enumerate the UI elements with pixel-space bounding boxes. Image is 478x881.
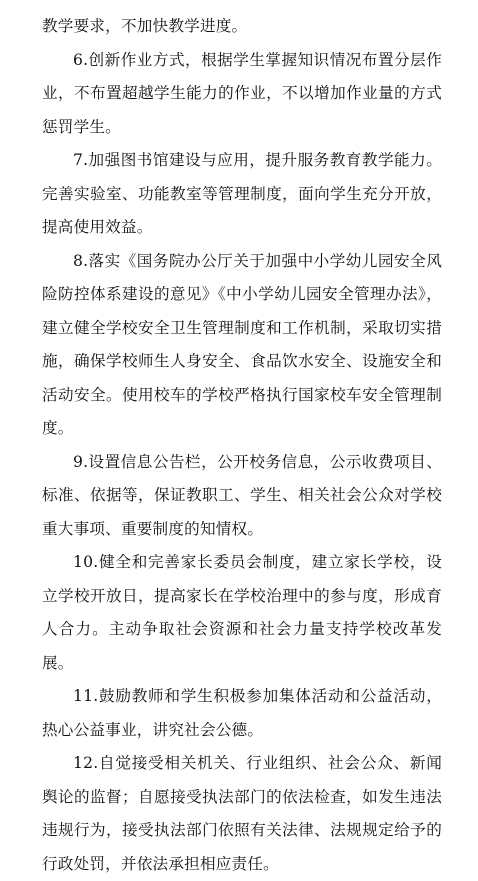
paragraph-item-10: 10.健全和完善家长委员会制度，建立家长学校，设立学校开放日，提高家长在学校治理中的参与度，形成育人合力。主动争取社会资源和社会力量支持学校改革发展。 xyxy=(42,553,442,672)
paragraph-continuation: 教学要求，不加快教学进度。 xyxy=(42,17,248,35)
paragraph-item-8: 8.落实《国务院办公厅关于加强中小学幼儿园安全风险防控体系建设的意见》《中小学幼儿园安全管理办法》，建立健全学校安全卫生管理制度和工作机制，采取切实措施，确保学校师生人身安全、食品饮水安全、设施安全和活动安全。使用校车的学校严格执行国家校车安全管理制度。 xyxy=(42,251,442,437)
paragraph-item-6: 6.创新作业方式，根据学生掌握知识情况布置分层作业，不布置超越学生能力的作业，不以增加作业量的方式惩罚学生。 xyxy=(42,50,442,136)
paragraph-item-9: 9.设置信息公告栏，公开校务信息，公示收费项目、标准、依据等，保证教职工、学生、相关社会公众对学校重大事项、重要制度的知情权。 xyxy=(42,452,442,538)
paragraph-item-7: 7.加强图书馆建设与应用，提升服务教育教学能力。完善实验室、功能教室等管理制度，面向学生充分开放，提高使用效益。 xyxy=(42,151,442,236)
paragraph-item-12: 12.自觉接受相关机关、行业组织、社会公众、新闻舆论的监督；自愿接受执法部门的依法检查，如发生违法违规行为，接受执法部门依照有关法律、法规规定给予的行政处罚，并依法承担相应责任。 xyxy=(42,754,442,873)
document-body xyxy=(42,10,442,881)
paragraph-item-11: 11.鼓励教师和学生积极参加集体活动和公益活动，热心公益事业，讲究社会公德。 xyxy=(42,687,442,739)
